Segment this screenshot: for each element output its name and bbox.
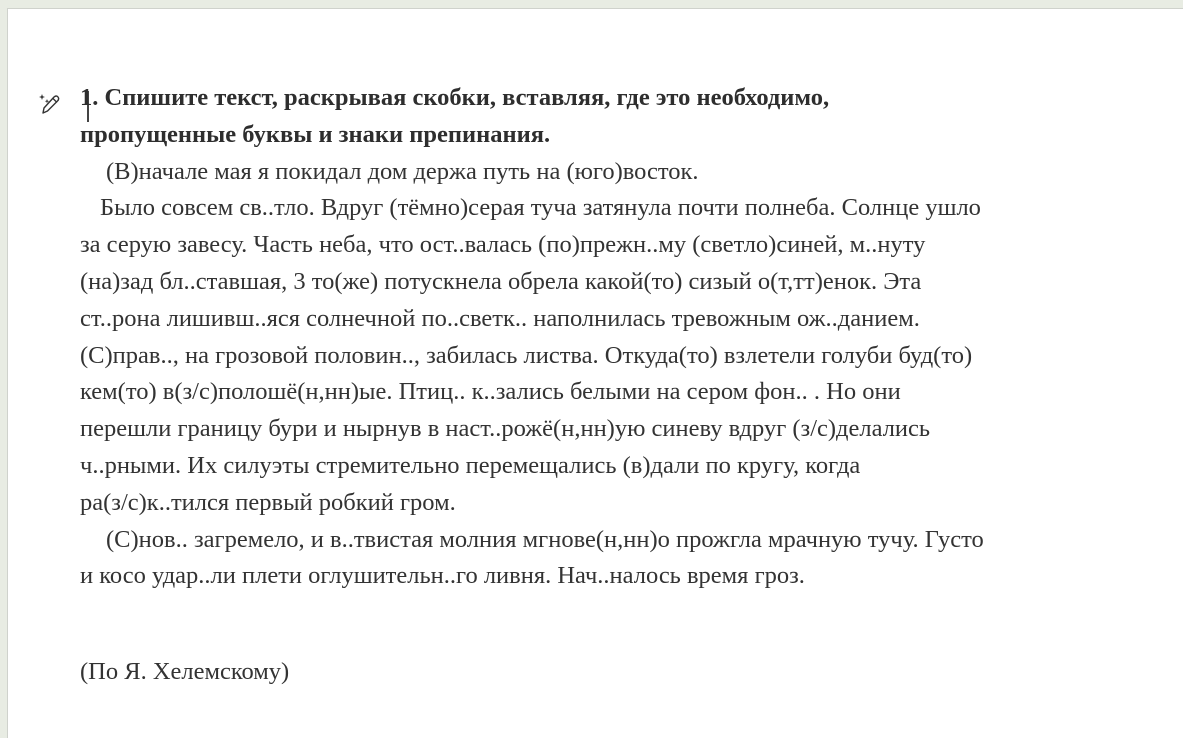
- body-line: ч..рными. Их силуэты стремительно перемещались (в)дали по кругу, когда: [80, 451, 861, 479]
- body-line: (С)прав.., на грозовой половин.., забилась листва. Откуда(то) взлетели голуби буд(то): [80, 341, 973, 369]
- attribution: (По Я. Хелемскому): [80, 658, 290, 685]
- body-line: за серую завесу. Часть неба, что ост..валась (по)прежн..му (светло)синей, м..нуту: [80, 231, 926, 259]
- body-line: ра(з/с)к..тился первый робкий гром.: [80, 488, 456, 516]
- body-line: (на)зад бл..ставшая, 3 то(же) потускнела обрела какой(то) сизый о(т,тт)енок. Эта: [80, 267, 922, 295]
- task-title-line-2: пропущенные буквы и знаки препинания.: [80, 120, 551, 148]
- sparkle-pen-icon[interactable]: [37, 91, 63, 117]
- body-line: Было совсем св..тло. Вдруг (тёмно)серая туча затянула почти полнеба. Солнце ушло: [100, 194, 981, 222]
- body-line: кем(то) в(з/с)полошё(н,нн)ые. Птиц.. к..зались белыми на сером фон.. . Но они: [80, 378, 901, 406]
- body-line: ст..рона лишивш..яся солнечной по..светк.. наполнилась тревожным ож..данием.: [80, 304, 920, 332]
- task-title-line-1: 1. Спишите текст, раскрывая скобки, вставляя, где это необходимо,: [80, 84, 830, 111]
- body-line: перешли границу бури и нырнув в наст..рожё(н,нн)ую синеву вдруг (з/с)делались: [80, 415, 931, 443]
- document-body[interactable]: [80, 80, 1140, 595]
- body-line: и косо удар..ли плети оглушительн..го ливня. Нач..налось время гроз.: [80, 562, 805, 590]
- body-line: (С)нов.. загремело, и в..твистая молния мгнове(н,нн)о прожгла мрачную тучу. Густо: [106, 525, 984, 553]
- body-line: (В)начале мая я покидал дом держа путь на (юго)восток.: [106, 157, 699, 185]
